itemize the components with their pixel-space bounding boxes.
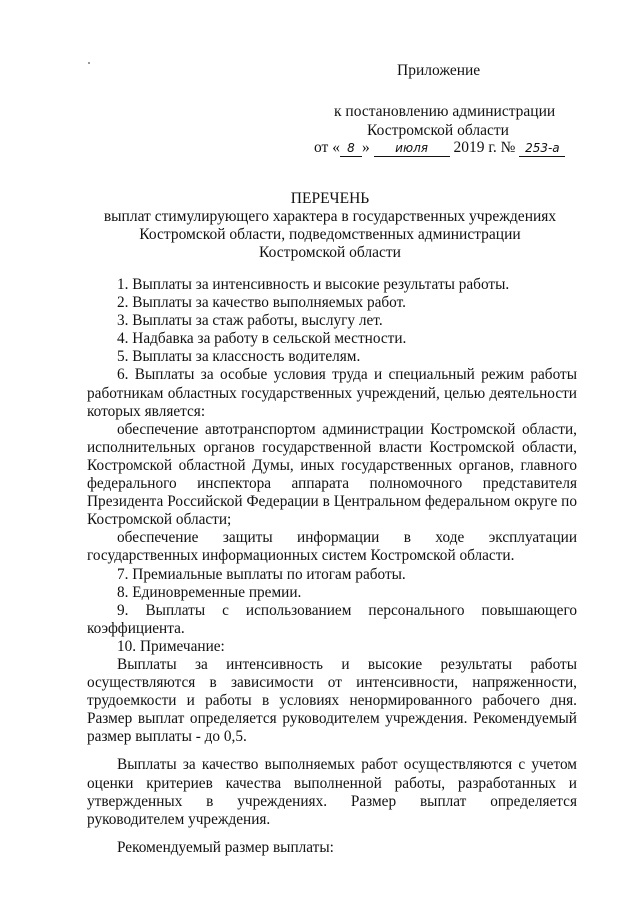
date-day: 8 <box>340 141 362 157</box>
appendix-line-2: Костромской области <box>367 122 509 139</box>
heading-line-3: Костромской области <box>259 244 401 261</box>
date-prefix: от « <box>314 139 340 156</box>
document-body <box>87 276 577 857</box>
heading-title: ПЕРЕЧЕНЬ <box>290 190 370 207</box>
list-item: 7. Премиальные выплаты по итогам работы. <box>117 565 406 583</box>
document-number: 253-а <box>519 141 565 157</box>
sub-item: обеспечение защиты информации в ходе эксплуатации государственных информационных систем Костромской области. <box>87 529 577 565</box>
note-paragraph: Рекомендуемый размер выплаты: <box>117 838 334 856</box>
list-item: 6. Выплаты за особые условия труда и специальный режим работы работникам областных государственных учреждений, целью деятельности которых является: <box>87 366 577 420</box>
date-year: 2019 г. № <box>453 139 516 156</box>
appendix-date-line <box>314 139 565 157</box>
note-paragraph: Выплаты за интенсивность и высокие результаты работы осуществляются в зависимости от интенсивности, напряженности, трудоемкости и работы в условиях ненормированного рабочего дня. Размер выплат определяется руководителем учреждения. Рекомендуемый размер выплаты - до 0,5. <box>87 655 577 746</box>
note-heading: 10. Примечание: <box>117 637 225 655</box>
date-month: июля <box>374 141 450 157</box>
list-item: 2. Выплаты за качество выполняемых работ. <box>117 294 406 312</box>
date-sep: » <box>361 139 370 156</box>
appendix-line-1: к постановлению администрации <box>334 103 556 120</box>
list-item: 3. Выплаты за стаж работы, выслугу лет. <box>117 312 383 330</box>
heading-line-1: выплат стимулирующего характера в государственных учреждениях <box>103 208 557 225</box>
list-item: 1. Выплаты за интенсивность и высокие результаты работы. <box>117 276 510 293</box>
document-heading <box>80 190 580 262</box>
scan-speck <box>88 62 90 64</box>
list-item: 4. Надбавка за работу в сельской местности. <box>117 330 407 348</box>
list-item: 8. Единовременные премии. <box>117 583 302 601</box>
note-paragraph: Выплаты за качество выполняемых работ осуществляются с учетом оценки критериев качества выполненной работы, разработанных и утвержденных в учреждениях. Размер выплат определяется руководителем учреждения. <box>87 756 577 828</box>
sub-item: обеспечение автотранспортом администрации Костромской области, исполнительных органов государственной власти Костромской области, Костромской областной Думы, иных государственных органов, главного федерального инспектора аппарата полномочного представителя Президента Российской Федерации в Центральном федеральном округе по Костромской области; <box>87 420 577 529</box>
appendix-title: Приложение <box>397 62 481 79</box>
heading-line-2: Костромской области, подведомственных администрации <box>139 226 521 243</box>
list-item: 5. Выплаты за классность водителям. <box>117 348 361 366</box>
list-item: 9. Выплаты с использованием персонального повышающего коэффициента. <box>87 601 577 637</box>
